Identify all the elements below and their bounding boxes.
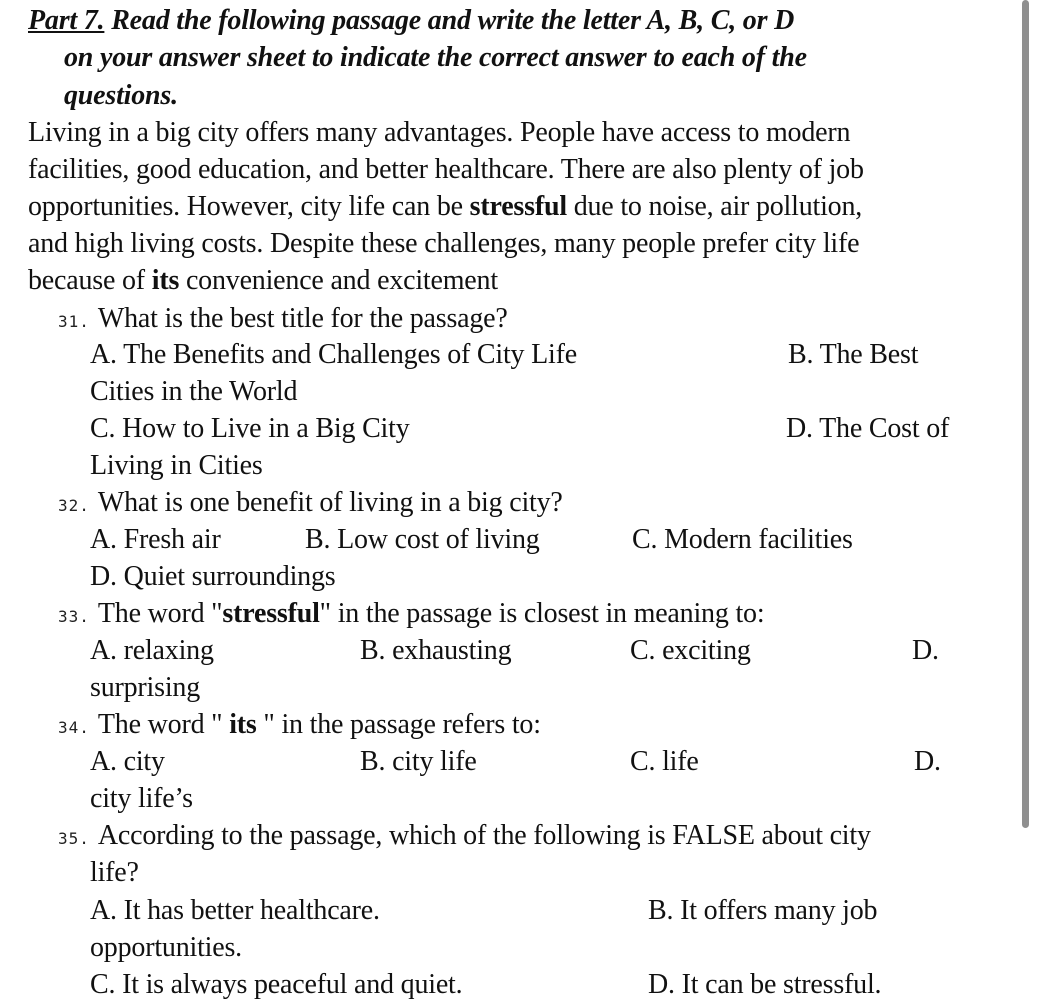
question-35-continued: life? (90, 857, 139, 888)
option-31-d-continued: Living in Cities (90, 450, 263, 481)
question-35 (58, 817, 871, 857)
option-35-a: A. It has better healthcare. (90, 895, 380, 926)
option-34-a: A. city (90, 746, 165, 777)
passage-line-2: facilities, good education, and better healthcare. There are also plenty of job (28, 154, 864, 185)
passage-line-5 (28, 262, 498, 299)
option-34-c: C. life (630, 746, 699, 777)
instruction-line-3: questions. (64, 80, 178, 111)
option-35-b: B. It offers many job (648, 895, 878, 926)
option-31-a: A. The Benefits and Challenges of City Life (90, 339, 577, 370)
question-31 (58, 300, 508, 340)
option-31-d: D. The Cost of (786, 413, 950, 444)
question-number: 33. (58, 607, 90, 626)
passage-bold-word-stressful: stressful (469, 191, 567, 222)
question-number: 32. (58, 496, 90, 515)
passage-text: convenience and excitement (179, 265, 498, 296)
option-32-b: B. Low cost of living (305, 524, 540, 555)
question-text: What is one benefit of living in a big city? (97, 487, 563, 518)
question-bold-word: its (229, 709, 257, 740)
question-number: 34. (58, 718, 90, 737)
option-34-d-continued: city life’s (90, 783, 193, 814)
vertical-scrollbar[interactable] (1022, 0, 1029, 828)
question-bold-word: stressful (222, 598, 320, 629)
option-34-b: B. city life (360, 746, 477, 777)
question-text: The word " (97, 709, 230, 740)
part-label: Part 7. (28, 5, 105, 36)
passage-text: because of (28, 265, 152, 296)
question-33 (58, 595, 764, 635)
option-34-d: D. (914, 746, 941, 777)
passage-line-1: Living in a big city offers many advantages. People have access to modern (28, 117, 851, 148)
option-33-d-continued: surprising (90, 672, 201, 703)
option-35-c: C. It is always peaceful and quiet. (90, 969, 463, 1000)
question-number: 31. (58, 312, 90, 331)
option-32-d: D. Quiet surroundings (90, 561, 336, 592)
option-35-d: D. It can be stressful. (648, 969, 882, 1000)
passage-line-3 (28, 188, 862, 225)
option-33-a: A. relaxing (90, 635, 214, 666)
passage-line-4: and high living costs. Despite these challenges, many people prefer city life (28, 228, 860, 259)
option-31-b: B. The Best (788, 339, 919, 370)
option-33-c: C. exciting (630, 635, 751, 666)
option-35-b-continued: opportunities. (90, 932, 242, 963)
option-32-c: C. Modern facilities (632, 524, 853, 555)
passage-bold-word-its: its (151, 265, 180, 296)
question-number: 35. (58, 829, 90, 848)
option-31-b-continued: Cities in the World (90, 376, 298, 407)
question-34 (58, 706, 541, 746)
question-32 (58, 484, 563, 524)
option-33-d: D. (912, 635, 939, 666)
instruction-line-2: on your answer sheet to indicate the correct answer to each of the (64, 42, 807, 73)
option-31-c: C. How to Live in a Big City (90, 413, 410, 444)
passage-text: due to noise, air pollution, (566, 191, 863, 222)
passage-text: opportunities. However, city life can be (28, 191, 470, 222)
option-33-b: B. exhausting (360, 635, 512, 666)
instruction-text-1: Read the following passage and write the letter A, B, C, or D (104, 5, 795, 36)
question-text: " in the passage refers to: (256, 709, 541, 740)
question-text: " in the passage is closest in meaning to: (319, 598, 765, 629)
instruction-line-1 (28, 2, 794, 39)
question-text: According to the passage, which of the following is FALSE about city (97, 820, 871, 851)
question-text: What is the best title for the passage? (97, 303, 508, 334)
question-text: The word " (97, 598, 223, 629)
option-32-a: A. Fresh air (90, 524, 221, 555)
